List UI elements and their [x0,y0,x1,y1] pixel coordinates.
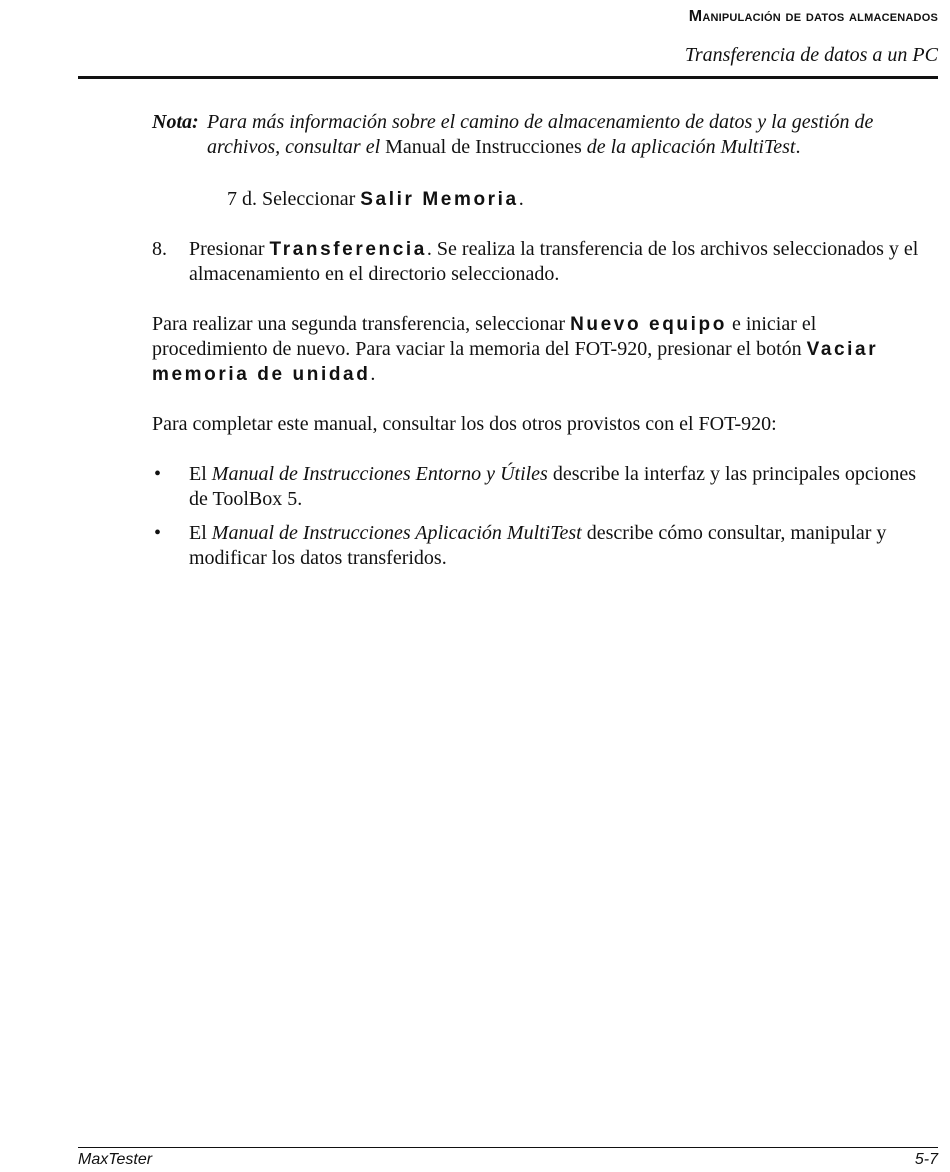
bullet-manual-title: Manual de Instrucciones Entorno y Útiles [211,463,548,485]
bullet-description: describe cómo consultar, manipular y modificar los datos transferidos. [189,522,887,569]
step-text: Presionar [189,238,270,260]
bullet-prefix: El [189,522,212,544]
substep-period: . [518,188,524,210]
bullet-prefix: El [189,463,212,485]
paragraph-complete-manual: Para completar este manual, consultar los dos otros provistos con el FOT-920: [152,413,777,435]
bullet-icon: • [154,522,162,544]
note-application-text: de la aplicación MultiTest [581,136,796,158]
substep-7d [227,187,932,212]
command-salir-memoria: Salir Memoria [360,189,519,210]
command-nuevo-equipo: Nuevo equipo [570,314,727,335]
footer-product-name: MaxTester [78,1151,153,1168]
bullet-manual-title: Manual de Instrucciones Aplicación MultiTest [211,522,582,544]
page-number: 5-7 [914,1151,938,1168]
step-8 [152,237,932,287]
chapter-title: Manipulación de datos almacenados [688,8,938,25]
bullet-icon: • [154,463,162,485]
page-content [152,110,932,580]
command-transferencia: Transferencia [269,239,427,260]
bullet-item [152,462,932,512]
header-divider [78,76,938,79]
substep-number: 7 d. [227,188,257,210]
paragraph-text-continued: e iniciar el procedimiento de nuevo. Para vaciar la memoria del FOT-920, presionar el botón [152,313,817,360]
footer-divider [78,1147,938,1148]
command-vaciar-memoria: Vaciar memoria de unidad [152,339,879,385]
paragraph-text: Para realizar una segunda transferencia, seleccionar [152,313,571,335]
paragraph-second-transfer [152,312,932,387]
note-period: . [795,136,801,158]
note-label: Nota: [152,111,199,133]
bullet-item [152,521,932,571]
note-text: Para más información sobre el camino de almacenamiento de datos y la gestión de archivos, consultar el [207,111,874,158]
note-manual-reference: Manual de Instrucciones [385,136,582,158]
step-description: . Se realiza la transferencia de los archivos seleccionados y el almacenamiento en el directorio seleccionado. [189,238,919,285]
substep-text: Seleccionar [262,188,361,210]
note-block [152,110,932,160]
step-number: 8. [152,238,167,260]
paragraph-period: . [370,363,376,385]
section-title: Transferencia de datos a un PC [684,44,938,66]
bullet-description: describe la interfaz y las principales opciones de ToolBox 5. [189,463,917,510]
